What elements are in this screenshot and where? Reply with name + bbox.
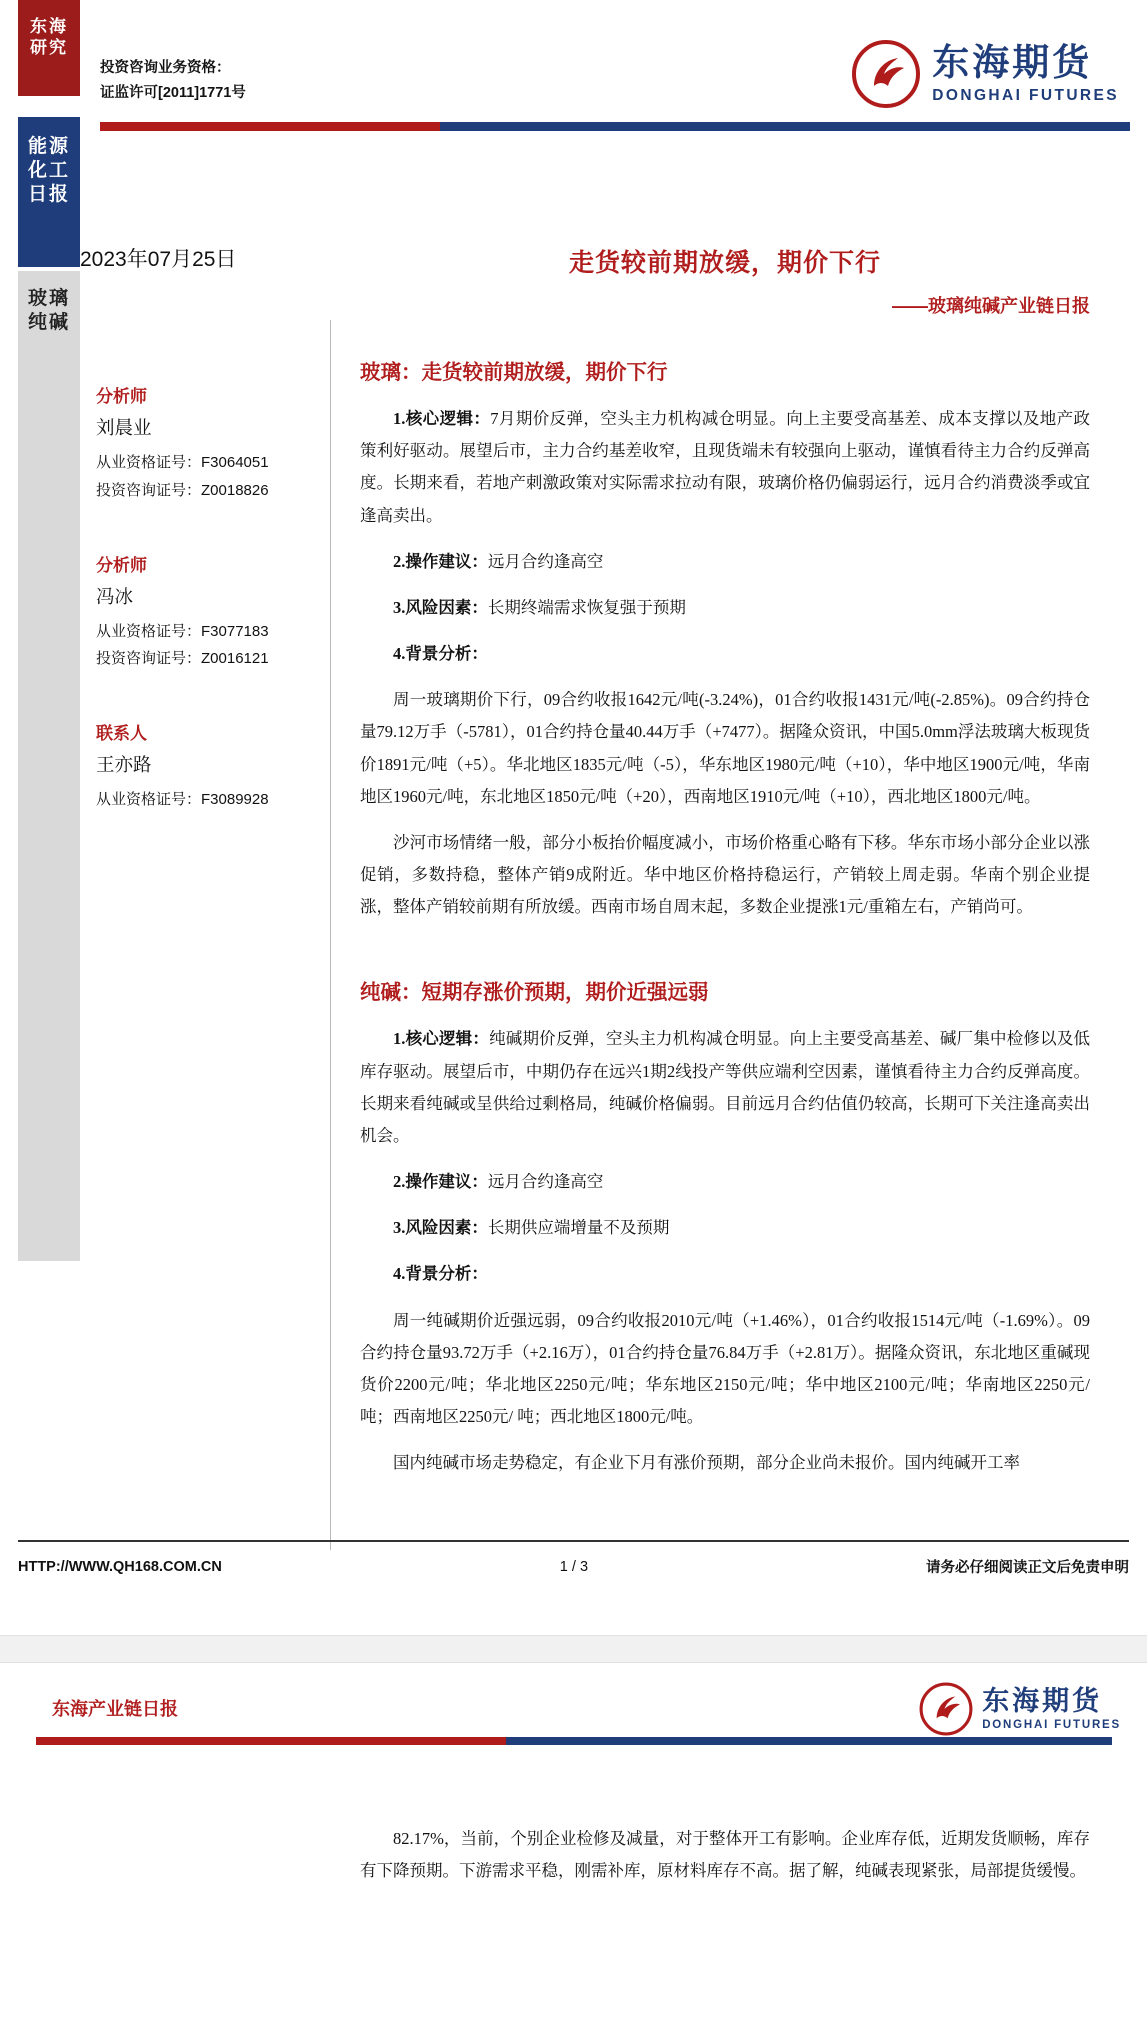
brand-name-en: DONGHAI FUTURES — [932, 86, 1119, 104]
document-page-2 — [0, 1663, 1147, 2029]
contact-role: 联系人 — [96, 724, 147, 743]
paragraph-label: 2.操作建议： — [393, 551, 488, 571]
paragraph-suggestion-soda — [360, 1166, 1090, 1198]
paragraph-background-1-glass: 周一玻璃期价下行，09合约收报1642元/吨(-3.24%)，01合约收报1431元/吨(-2.85%)。09合约持仓量79.12万手（-5781），01合约持仓量40.44万手（+7477）。据隆众资讯，中国5.0mm浮法玻璃大板现货价1891元/吨（+5）。华北地区1835元/吨（-5），华东地区1980元/吨（+10），华中地区1900元/吨，华南地区1960元/吨，东北地区1850元/吨（+20），西南地区1910元/吨（+10），西北地区1800元/吨。 — [360, 690, 1090, 806]
contact-license: 从业资格证号：F3089928 — [96, 791, 269, 808]
rail-category-text: 能源化工日报 — [27, 136, 70, 205]
footer-website[interactable]: HTTP://WWW.QH168.COM.CN — [18, 1558, 222, 1575]
section-heading-glass: 玻璃：走货较前期放缓，期价下行 — [360, 361, 668, 384]
page2-bar-blue — [506, 1737, 1112, 1745]
analyst-entry — [96, 382, 286, 505]
page2-bar-red — [36, 1737, 506, 1745]
analyst-list — [96, 382, 286, 860]
page2-header-title: 东海产业链日报 — [52, 1699, 178, 1719]
paragraph-background-label-glass — [360, 638, 1090, 670]
paragraph-label: 4.背景分析： — [393, 644, 488, 664]
paragraph-core-logic-glass — [360, 403, 1090, 532]
page2-body — [360, 1823, 1090, 1901]
paragraph-background-2-glass: 沙河市场情绪一般，部分小板抬价幅度减小，市场价格重心略有下移。华东市场小部分企业以涨促销，多数持稳，整体产销9成附近。华中地区价格持稳运行，产销较上周走弱。华南个别企业提涨，整体产销较前期有所放缓。西南市场自周末起，多数企业提涨1元/重箱左右，产销尚可。 — [360, 832, 1090, 917]
paragraph-risk-glass — [360, 592, 1090, 624]
paragraph-text: 长期终端需求恢复强于预期 — [487, 597, 686, 617]
contact-entry — [96, 719, 286, 814]
page-subtitle: ——玻璃纯碱产业链日报 — [892, 296, 1090, 316]
analyst-role: 分析师 — [96, 555, 147, 575]
paragraph-text: 长期供应端增量不及预期 — [487, 1218, 670, 1238]
brand-name-cn: 东海期货 — [932, 41, 1093, 83]
report-date: 2023年07月25日 — [80, 248, 237, 271]
analyst-entry — [96, 551, 286, 674]
paragraph-label: 3.风险因素： — [393, 597, 488, 617]
paragraph-background-1-soda: 周一纯碱期价近强远弱，09合约收报2010元/吨（+1.46%），01合约收报1514元/吨（-1.69%）。09合约持仓量93.72万手（+2.16万），01合约持仓量76.84万手（+2.81万）。据隆众资讯，东北地区重碱现货价2200元/吨；华北地区2250元/吨；华东地区2150元/吨；华中地区2100元/吨；华南地区2250元/吨；西南地区2250元/ 吨；西北地区1800元/吨。 — [360, 1310, 1090, 1427]
qualification-line-1: 投资咨询业务资格： — [100, 60, 231, 76]
column-divider — [330, 320, 331, 1550]
paragraph-core-logic-soda — [360, 1023, 1090, 1152]
analyst-name: 刘晨业 — [96, 417, 152, 438]
analyst-role: 分析师 — [96, 387, 147, 406]
footer-page-number: 1 / 3 — [559, 1558, 589, 1575]
analyst-license: 从业资格证号：F3064051 — [96, 454, 269, 471]
header-bar-blue — [440, 122, 1130, 131]
paragraph-suggestion-glass — [360, 546, 1090, 578]
contact-name: 王亦路 — [96, 754, 152, 775]
paragraph-text: 远月合约逢高空 — [487, 1172, 604, 1192]
rail-topic-label — [18, 271, 80, 1261]
paragraph-risk-soda — [360, 1212, 1090, 1244]
page-title: 走货较前期放缓，期价下行 — [568, 249, 881, 277]
paragraph-label: 3.风险因素： — [393, 1218, 488, 1238]
paragraph-label: 4.背景分析： — [393, 1264, 488, 1284]
paragraph-text: 纯碱期价反弹，空头主力机构减仓明显。向上主要受高基差、碱厂集中检修以及低库存驱动。展望后市，中期仍存在远兴1期2线投产等供应端利空因素，谨慎看待主力合约反弹高度。长期来看纯碱或呈供给过剩格局，纯碱价格偏弱。目前远月合约估值仍较高，长期可下关注逢高卖出机会。 — [360, 1029, 1091, 1145]
rail-topic-text: 玻璃纯碱 — [27, 288, 70, 333]
page-separator — [0, 1635, 1147, 1663]
paragraph-label: 1.核心逻辑： — [393, 409, 491, 428]
qualification-block — [100, 56, 246, 105]
paragraph-text: 远月合约逢高空 — [487, 551, 604, 571]
rail-research-label — [18, 0, 80, 96]
analyst-consult-license: 投资咨询证号：Z0016121 — [96, 650, 269, 668]
paragraph-background-label-soda — [360, 1258, 1090, 1290]
qualification-line-2: 证监许可[2011]1771号 — [100, 84, 246, 101]
brand-logo — [850, 38, 1119, 110]
header-bar-red — [100, 122, 440, 131]
footer-disclaimer: 请务必仔细阅读正文后免责申明 — [926, 1560, 1129, 1576]
page2-paragraph: 82.17%，当前，个别企业检修及减量，对于整体开工有影响。企业库存低，近期发货顺畅，库存有下降预期。下游需求平稳，刚需补库，原材料库存不高。据了解，纯碱表现紧张，局部提货缓慢。 — [360, 1829, 1090, 1881]
page-footer — [18, 1556, 1129, 1577]
brand-name-en: DONGHAI FUTURES — [982, 1718, 1121, 1731]
section-heading-soda-ash: 纯碱：短期存涨价预期，期价近强远弱 — [360, 981, 709, 1005]
analyst-name: 冯冰 — [96, 585, 134, 607]
page2-brand-logo — [918, 1681, 1121, 1737]
analyst-consult-license: 投资咨询证号：Z0018826 — [96, 481, 269, 499]
rail-category-label — [18, 117, 80, 267]
paragraph-label: 2.操作建议： — [393, 1172, 488, 1192]
paragraph-background-2-soda: 国内纯碱市场走势稳定，有企业下月有涨价预期，部分企业尚未报价。国内纯碱开工率 — [393, 1453, 1020, 1473]
report-body — [360, 355, 1090, 1493]
dragon-logo-icon — [918, 1681, 974, 1737]
brand-name-cn: 东海期货 — [982, 1685, 1103, 1716]
analyst-license: 从业资格证号：F3077183 — [96, 622, 269, 640]
dragon-logo-icon — [850, 38, 922, 110]
side-rail — [18, 0, 80, 1261]
paragraph-label: 1.核心逻辑： — [393, 1029, 490, 1049]
rail-research-text: 东海研究 — [30, 17, 68, 58]
paragraph-text: 7月期价反弹，空头主力机构减仓明显。向上主要受高基差、成本支撑以及地产政策利好驱动。展望后市，主力合约基差收窄，且现货端未有较强向上驱动，谨慎看待主力合约反弹高度。长期来看，若地产刺激政策对实际需求拉动有限，玻璃价格仍偏弱运行，远月合约消费淡季或宜逢高卖出。 — [360, 409, 1091, 525]
footer-divider — [18, 1540, 1129, 1542]
